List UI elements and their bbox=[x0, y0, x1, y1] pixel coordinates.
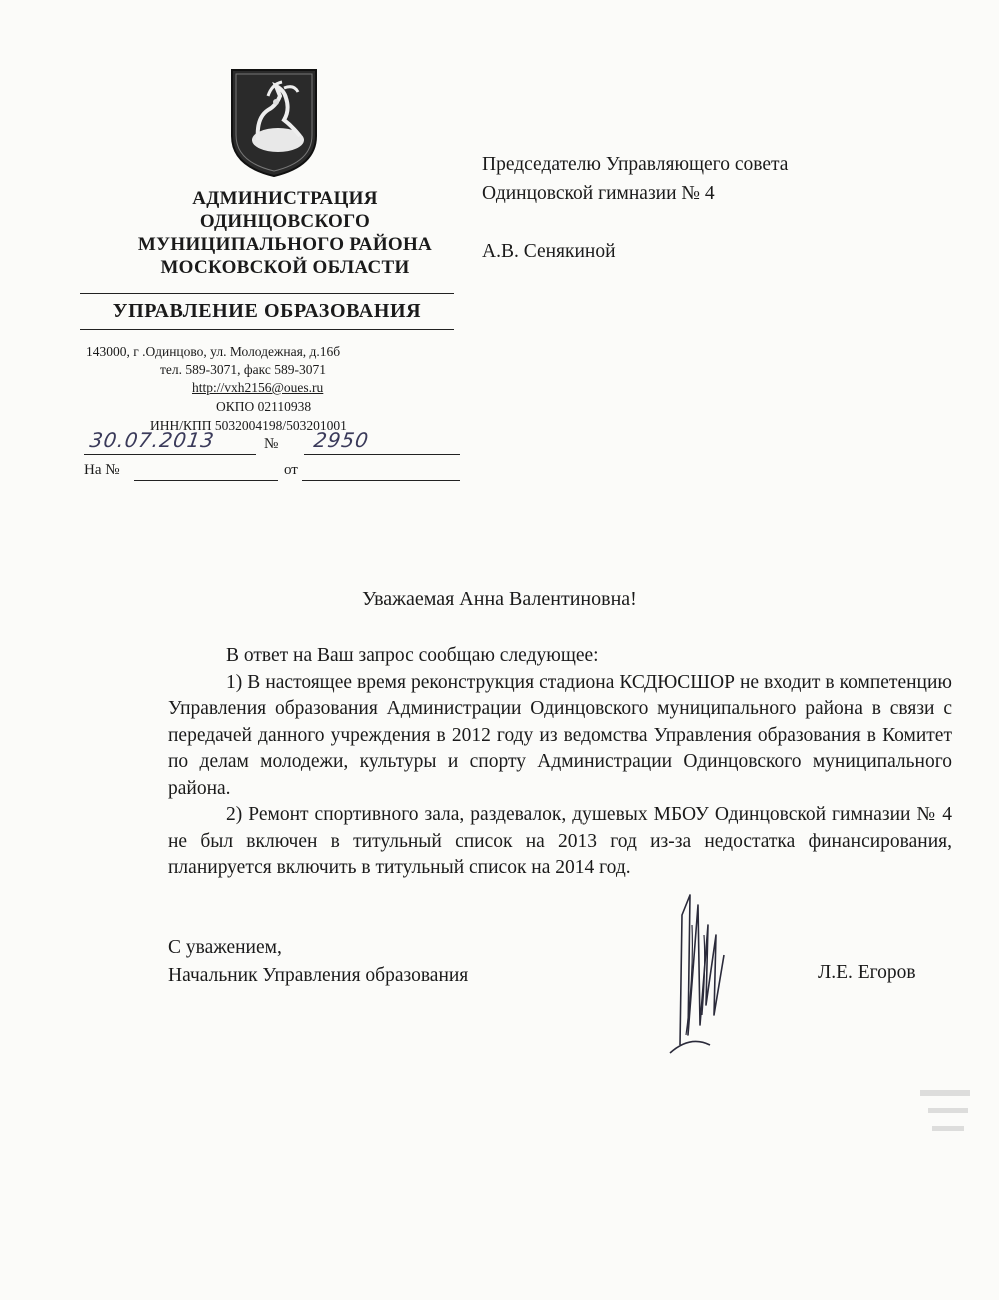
faint-stamp-mark bbox=[918, 1080, 978, 1150]
handwritten-date: 30.07.2013 bbox=[88, 428, 217, 452]
divider bbox=[80, 293, 454, 294]
inn-kpp: ИНН/КПП 5032004198/503201001 bbox=[150, 418, 347, 433]
org-line: МОСКОВСКОЙ ОБЛАСТИ bbox=[160, 257, 410, 278]
recipient-title: Председателю Управляющего совета bbox=[482, 154, 789, 175]
phone-fax: тел. 589-3071, факс 589-3071 bbox=[160, 362, 326, 377]
department-name: УПРАВЛЕНИЕ ОБРАЗОВАНИЯ bbox=[112, 300, 422, 322]
regards: С уважением, bbox=[168, 937, 282, 958]
registration-line bbox=[84, 428, 464, 458]
okpo: ОКПО 02110938 bbox=[216, 399, 312, 414]
ref-date-field bbox=[302, 462, 460, 481]
address: 143000, г .Одинцово, ул. Молодежная, д.16б bbox=[86, 344, 341, 359]
ref-number-label: На № bbox=[84, 462, 120, 478]
body-point-1: 1) В настоящее время реконструкция стадиона КСДЮСШОР не входит в компетенцию Управления образования Администрации Одинцовского муниципального района в связи с передачей данного учреждения в 2012 году из ведомства Управления образования в Комитет по делам молодежи, культуры и спорту Администрации Одинцовского муниципального района. bbox=[168, 671, 952, 799]
org-line: АДМИНИСТРАЦИЯ bbox=[192, 188, 378, 209]
letter-body bbox=[168, 643, 952, 882]
coat-of-arms-icon bbox=[228, 66, 320, 178]
recipient-org: Одинцовской гимназии № 4 bbox=[482, 183, 715, 204]
greeting: Уважаемая Анна Валентиновна! bbox=[362, 588, 637, 610]
body-point-2: 2) Ремонт спортивного зала, раздевалок, душевых МБОУ Одинцовской гимназии № 4 не был включен в титульный список на 2013 год из-за недостатка финансирования, планируется включить в титульный список на 2014 год. bbox=[168, 804, 952, 878]
handwritten-number: 2950 bbox=[312, 428, 371, 452]
signer-position: Начальник Управления образования bbox=[168, 965, 469, 986]
recipient-block bbox=[482, 150, 788, 266]
divider bbox=[80, 329, 454, 330]
date-field bbox=[84, 428, 256, 455]
signature-icon bbox=[650, 885, 740, 1055]
org-line: ОДИНЦОВСКОГО bbox=[199, 211, 371, 232]
recipient-name: А.В. Сенякиной bbox=[482, 241, 616, 262]
ref-number-field bbox=[134, 462, 278, 481]
organization-name bbox=[60, 187, 510, 279]
ref-date-label: от bbox=[284, 462, 298, 478]
signer-name: Л.Е. Егоров bbox=[818, 962, 916, 983]
number-field bbox=[304, 428, 460, 455]
org-line: МУНИЦИПАЛЬНОГО РАЙОНА bbox=[137, 234, 433, 255]
website-link[interactable]: http://vxh2156@oues.ru bbox=[192, 380, 324, 395]
number-label: № bbox=[264, 436, 279, 452]
closing-block bbox=[168, 934, 468, 990]
body-intro: В ответ на Ваш запрос сообщаю следующее: bbox=[226, 645, 599, 666]
reference-line bbox=[84, 462, 464, 486]
